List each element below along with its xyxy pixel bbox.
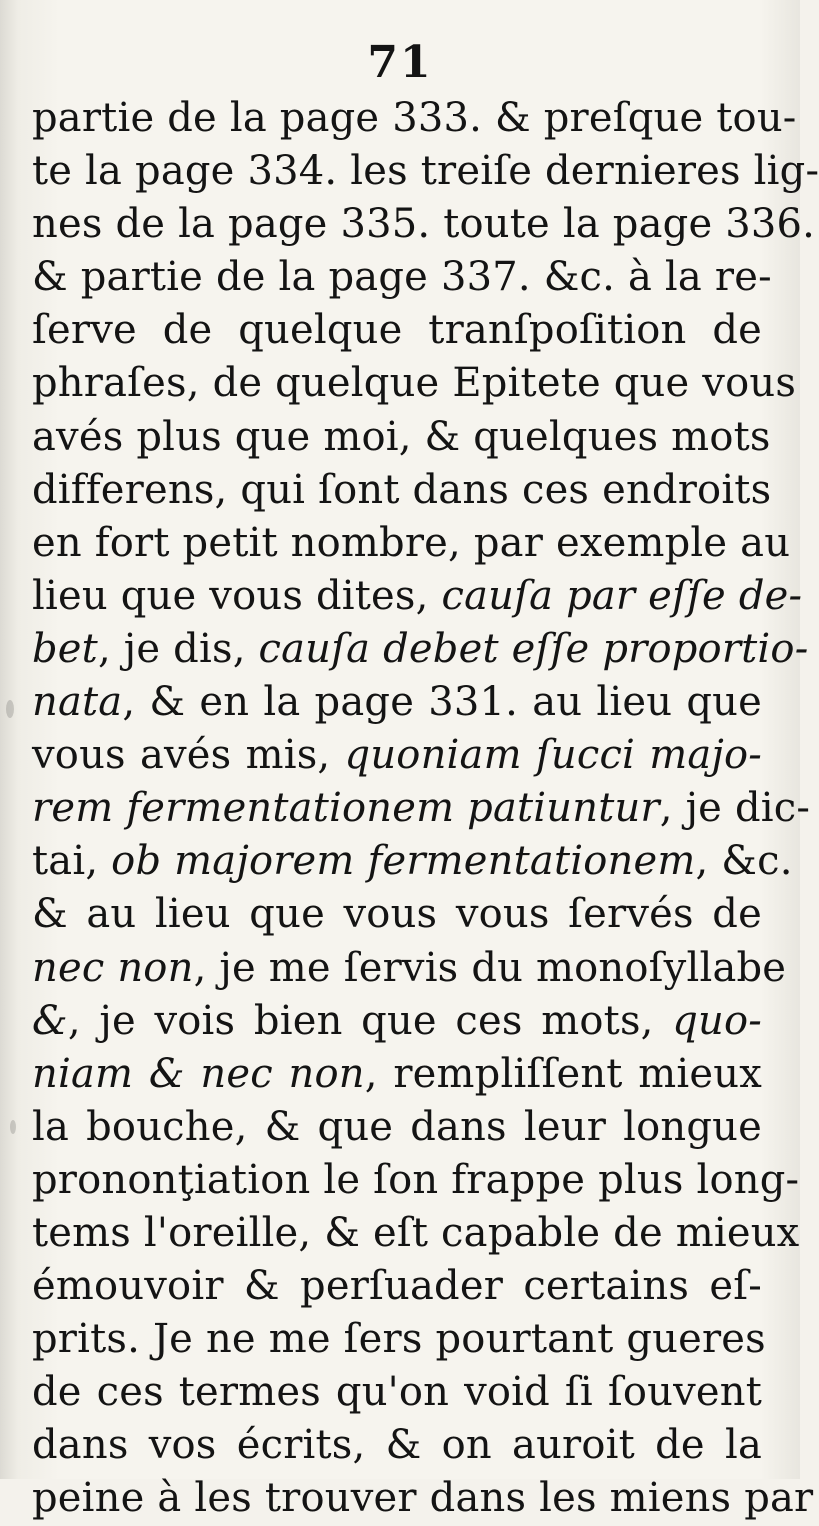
text-line (32, 676, 762, 729)
text-segment: & partie de la page 337. &c. à la re- (32, 254, 772, 301)
italic-segment: & (32, 997, 68, 1044)
text-segment: avés plus que moi, & quelques mots (32, 413, 771, 460)
text-segment: differens, qui ſont dans ces endroits (32, 466, 772, 513)
text-line (32, 1048, 762, 1101)
text-line (32, 1260, 762, 1313)
text-line (32, 92, 797, 145)
text-line (32, 782, 811, 835)
italic-segment: ob majorem fermentationem (111, 838, 696, 885)
text-line (32, 357, 797, 410)
text-line (32, 517, 791, 570)
text-segment: , je dic- (659, 785, 811, 832)
text-line (32, 411, 771, 464)
text-segment: tems l'oreille, & eſt capable de mieux (32, 1209, 800, 1256)
text-segment: lieu que vous dites, (32, 572, 442, 619)
body-text (32, 92, 819, 1526)
text-segment: , je me ſervis du monoſyllabe (193, 944, 787, 991)
text-segment: , & en la page 331. au lieu que (122, 679, 762, 726)
text-line (32, 464, 772, 517)
ink-smudge (10, 1120, 16, 1134)
text-line (32, 942, 787, 995)
text-segment: , je vois bien que ces mots, (67, 997, 673, 1044)
text-line (32, 1101, 762, 1154)
italic-segment: nec non (32, 944, 194, 991)
ink-smudge (6, 700, 14, 718)
text-segment: en fort petit nombre, par exemple au (32, 519, 791, 566)
italic-segment: bet (32, 625, 98, 672)
text-segment: vous avés mis, (32, 732, 345, 779)
text-segment: phraſes, de quelque Epitete que vous (32, 360, 797, 407)
text-segment: tai, (32, 838, 112, 885)
text-line (32, 1366, 762, 1419)
italic-segment: rem fermentationem patiuntur (32, 785, 660, 832)
text-line (32, 1313, 766, 1366)
text-segment: , je dis, (97, 625, 259, 672)
text-segment: de ces termes qu'on void ſi ſouvent (32, 1369, 762, 1416)
text-segment: prits. Je ne me ſers pourtant gueres (32, 1316, 766, 1363)
text-line (32, 1419, 762, 1472)
italic-segment: quoniam ſucci majo- (344, 732, 762, 779)
text-line (32, 198, 816, 251)
text-line (32, 995, 762, 1048)
text-line (32, 1207, 800, 1260)
text-line (32, 251, 772, 304)
text-segment: , &c. (695, 838, 793, 885)
text-segment: te la page 334. les treiſe dernieres lig- (32, 148, 819, 195)
text-line (32, 570, 803, 623)
page-number: 71 (367, 37, 433, 88)
text-segment: la bouche, & que dans leur longue (32, 1103, 762, 1150)
italic-segment: quo- (672, 997, 762, 1044)
text-segment: peine à les trouver dans les miens par (32, 1475, 814, 1522)
text-line (32, 729, 762, 782)
text-segment: , rempliſſent mieux (364, 1050, 762, 1097)
italic-segment: cauſa par eſſe de- (441, 572, 803, 619)
text-line (32, 304, 762, 357)
text-line (32, 1472, 814, 1525)
italic-segment: niam & nec non (32, 1050, 365, 1097)
italic-segment: nata (32, 679, 123, 726)
text-segment: dans vos écrits, & on auroit de la (32, 1422, 762, 1469)
text-line (32, 888, 762, 941)
text-segment: nes de la page 335. toute la page 336. (32, 201, 816, 248)
text-segment: ſerve de quelque tranſpoſition de (32, 307, 762, 354)
text-segment: émouvoir & perſuader certains eſ- (32, 1263, 762, 1310)
text-line (32, 835, 793, 888)
text-line (32, 1154, 800, 1207)
text-segment: prononţiation le ſon frappe plus long- (32, 1156, 800, 1203)
text-line (32, 145, 819, 198)
text-segment: partie de la page 333. & preſque tou- (32, 95, 797, 141)
italic-segment: cauſa debet eſſe proportio- (258, 625, 809, 672)
text-segment: & au lieu que vous vous ſervés de (32, 891, 762, 938)
text-line (32, 623, 809, 676)
